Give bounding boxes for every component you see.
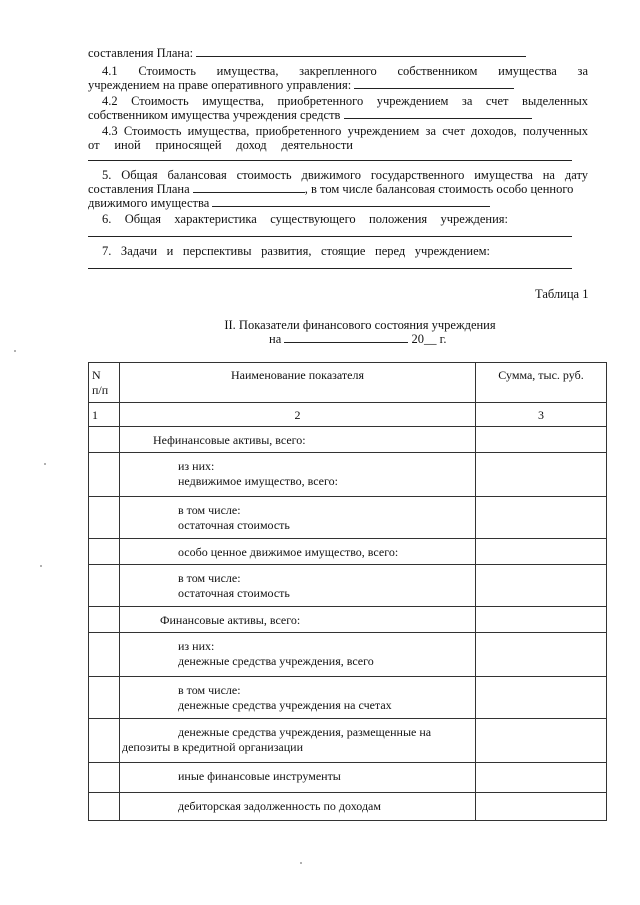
financial-indicators-table <box>88 362 607 821</box>
item-4-2-label: собственником имущества учреждения средств <box>88 108 341 122</box>
item-4-2-line1: 4.2 Стоимость имущества, приобретенного учреждением за счет выделенных <box>102 94 588 108</box>
table-row <box>89 427 607 453</box>
row-num <box>89 793 120 821</box>
item-5-date-label: составления Плана <box>88 182 190 196</box>
item-4-1-line2 <box>88 78 514 92</box>
table-row <box>89 719 607 763</box>
table-title: II. Показатели финансового состояния учреждения <box>224 318 496 332</box>
item-4-1-blank <box>354 78 514 89</box>
row-name: в том числе: денежные средства учреждения на счетах <box>120 677 476 719</box>
numbering-1: 1 <box>89 403 120 427</box>
scan-artifact <box>14 350 16 352</box>
item-4-3-line1: 4.3 Стоимость имущества, приобретенного учреждением за счет доходов, полученных <box>102 124 588 138</box>
row-sum[interactable] <box>476 497 607 539</box>
row-name: в том числе: остаточная стоимость <box>120 565 476 607</box>
table-date-year: 20__ г. <box>411 332 447 346</box>
table-row <box>89 607 607 633</box>
numbering-3: 3 <box>476 403 607 427</box>
item-7-line: 7. Задачи и перспективы развития, стоящие перед учреждением: <box>102 244 490 258</box>
row-num <box>89 677 120 719</box>
table-row <box>89 497 607 539</box>
table-row <box>89 677 607 719</box>
row-sum[interactable] <box>476 763 607 793</box>
item-5-line3 <box>88 196 490 210</box>
row-name: Финансовые активы, всего: <box>120 607 476 633</box>
row-sum[interactable] <box>476 427 607 453</box>
row-num <box>89 539 120 565</box>
row-sum[interactable] <box>476 607 607 633</box>
item-5-ocdi-label: , в том числе балансовая стоимость особо ценного <box>304 182 574 196</box>
row-sum[interactable] <box>476 453 607 497</box>
item-5-line1: 5. Общая балансовая стоимость движимого государственного имущества на дату <box>102 168 588 182</box>
table-caption: Таблица 1 <box>535 287 589 301</box>
row-name: иные финансовые инструменты <box>120 763 476 793</box>
item-6-blank-line <box>88 236 572 237</box>
plan-date-blank <box>196 46 526 57</box>
row-num <box>89 453 120 497</box>
row-name: в том числе: остаточная стоимость <box>120 497 476 539</box>
table-row <box>89 763 607 793</box>
table-date-line <box>269 332 446 346</box>
row-num <box>89 427 120 453</box>
scan-artifact <box>44 463 46 465</box>
row-name: денежные средства учреждения, размещенные на депозиты в кредитной организации <box>120 719 476 763</box>
row-num <box>89 633 120 677</box>
row-sum[interactable] <box>476 677 607 719</box>
row-sum[interactable] <box>476 565 607 607</box>
row-name: Нефинансовые активы, всего: <box>120 427 476 453</box>
item-5-value-blank <box>193 182 305 193</box>
item-6-line: 6. Общая характеристика существующего положения учреждения: <box>102 212 508 226</box>
table-row <box>89 633 607 677</box>
item-4-2-line2 <box>88 108 532 122</box>
item-4-2-blank <box>344 108 532 119</box>
table-row <box>89 565 607 607</box>
row-name: особо ценное движимое имущество, всего: <box>120 539 476 565</box>
row-num <box>89 607 120 633</box>
scan-artifact <box>40 565 42 567</box>
row-num <box>89 497 120 539</box>
table-header-row <box>89 363 607 403</box>
scan-artifact <box>300 862 302 864</box>
table-numbering-row <box>89 403 607 427</box>
row-num <box>89 719 120 763</box>
header-name: Наименование показателя <box>120 363 476 403</box>
table-row <box>89 539 607 565</box>
row-sum[interactable] <box>476 633 607 677</box>
plan-date-label: составления Плана: <box>88 46 194 60</box>
item-4-1-label: учреждением на праве оперативного управления: <box>88 78 352 92</box>
header-sum: Сумма, тыс. руб. <box>476 363 607 403</box>
item-4-3-blank-line <box>88 160 572 161</box>
row-sum[interactable] <box>476 539 607 565</box>
item-4-3-line2: от иной приносящей доход деятельности <box>88 138 353 152</box>
header-num: N п/п <box>89 363 120 403</box>
row-sum[interactable] <box>476 793 607 821</box>
item-5-movable-label: движимого имущества <box>88 196 210 210</box>
row-name: дебиторская задолженность по доходам <box>120 793 476 821</box>
item-5-movable-blank <box>212 196 490 207</box>
table-row <box>89 793 607 821</box>
row-name: из них: недвижимое имущество, всего: <box>120 453 476 497</box>
row-num <box>89 565 120 607</box>
table-date-blank <box>284 332 408 343</box>
item-4-1-line1: 4.1 Стоимость имущества, закрепленного собственником имущества за <box>102 64 588 78</box>
row-sum[interactable] <box>476 719 607 763</box>
numbering-2: 2 <box>120 403 476 427</box>
item-5-line2 <box>88 182 573 196</box>
item-7-blank-line <box>88 268 572 269</box>
plan-date-line <box>88 46 526 60</box>
row-num <box>89 763 120 793</box>
table-date-prefix: на <box>269 332 282 346</box>
table-row <box>89 453 607 497</box>
row-name: из них: денежные средства учреждения, всего <box>120 633 476 677</box>
